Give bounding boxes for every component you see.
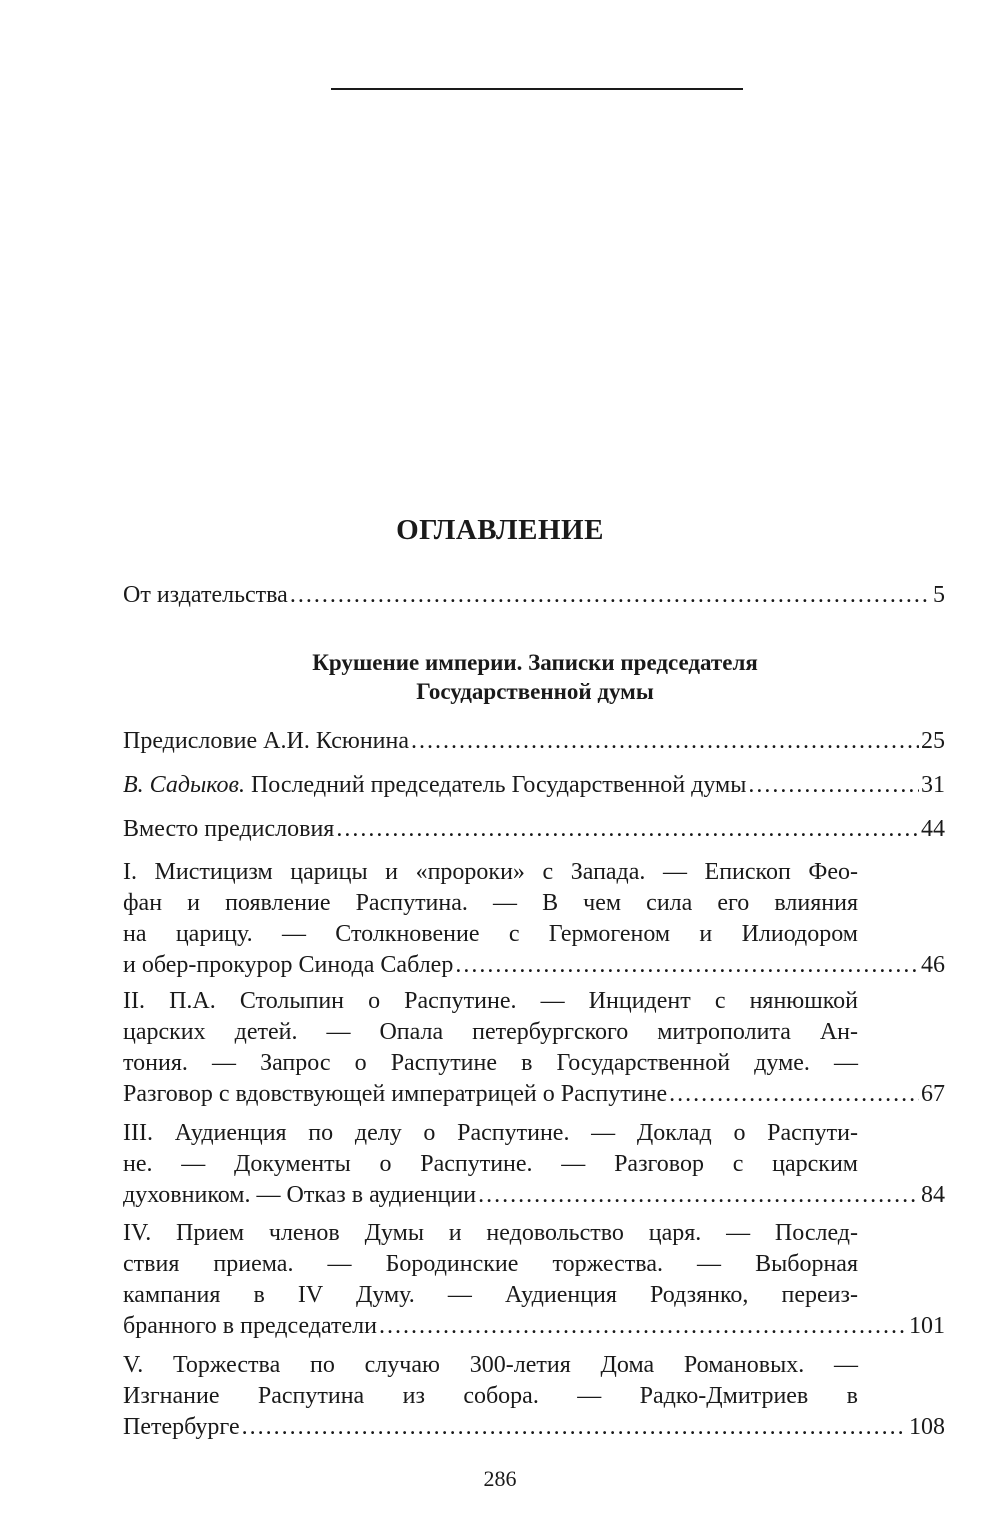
toc-entry-chapter-1 xyxy=(123,857,945,981)
toc-entry-line: V. Торжества по случаю 300-летия Дома Романовых. — xyxy=(123,1352,858,1378)
toc-entry-line: IV. Прием членов Думы и недовольство царя. — Послед- xyxy=(123,1220,858,1246)
toc-entry-page: 84 xyxy=(921,1182,945,1208)
toc-entry-page: 46 xyxy=(921,952,945,978)
toc-entry-line: фан и появление Распутина. — В чем сила его влияния xyxy=(123,890,858,916)
toc-entry-line: тония. — Запрос о Распутине в Государственной думе. — xyxy=(123,1050,858,1076)
section-heading-line: Государственной думы xyxy=(416,679,654,704)
toc-entry-line: ствия приема. — Бородинские торжества. — Выборная xyxy=(123,1251,858,1277)
toc-entry-page: 67 xyxy=(921,1081,945,1107)
toc-entry-page: 101 xyxy=(909,1313,945,1339)
toc-entry-title: Разговор с вдовствующей императрицей о Распутине xyxy=(123,1081,668,1107)
toc-entry-page: 44 xyxy=(921,816,945,842)
toc-entry-last-line xyxy=(123,1079,945,1110)
toc-entry-chapter-3 xyxy=(123,1118,945,1211)
toc-entry-title: Предисловие А.И. Ксюнина xyxy=(123,728,410,754)
toc-entry-last-line xyxy=(123,726,945,757)
toc-entry-title xyxy=(123,770,746,801)
toc-entry-line: царских детей. — Опала петербургского митрополита Ан- xyxy=(123,1019,858,1045)
dot-leader xyxy=(290,580,931,611)
toc-entry-title: Петербурге xyxy=(123,1414,240,1440)
toc-entry-title: От издательства xyxy=(123,582,288,608)
toc-entry-line: I. Мистицизм царицы и «пророки» с Запада. — Епископ Фео- xyxy=(123,859,858,885)
section-heading xyxy=(120,648,950,706)
page-number: 286 xyxy=(483,1466,517,1491)
toc-entry-chapter-4 xyxy=(123,1218,945,1342)
toc-entry-last-line xyxy=(123,1180,945,1211)
section-heading-line: Крушение империи. Записки председателя xyxy=(312,650,758,675)
toc-entry-sadykov xyxy=(123,770,945,801)
toc-entry-line: не. — Документы о Распутине. — Разговор с царским xyxy=(123,1151,858,1177)
dot-leader xyxy=(669,1079,919,1110)
top-rule xyxy=(331,88,743,90)
toc-entry-line: III. Аудиенция по делу о Распутине. — Доклад о Распути- xyxy=(123,1120,858,1146)
toc-entry-line: II. П.А. Столыпин о Распутине. — Инцидент с нянюшкой xyxy=(123,988,858,1014)
toc-entry-page: 5 xyxy=(933,582,945,608)
toc-entry-line: Изгнание Распутина из собора. — Радко-Дмитриев в xyxy=(123,1383,858,1409)
toc-entry-foreword-ksyunin xyxy=(123,726,945,757)
toc-entry-title: бранного в председатели xyxy=(123,1313,378,1339)
toc-entry-last-line xyxy=(123,580,945,611)
toc-entry-title: и обер-прокурор Синода Саблер xyxy=(123,952,454,978)
toc-entry-title: Вместо предисловия xyxy=(123,816,335,842)
toc-entry-title-text: Последний председатель Государственной думы xyxy=(244,772,747,798)
toc-entry-title: духовником. — Отказ в аудиенции xyxy=(123,1182,477,1208)
toc-entry-last-line xyxy=(123,950,945,981)
dot-leader xyxy=(379,1311,907,1342)
toc-entry-author: В. Садыков. xyxy=(123,772,245,798)
toc-entry-page: 25 xyxy=(921,728,945,754)
toc-entry-instead-of-foreword xyxy=(123,814,945,845)
toc-entry-last-line xyxy=(123,814,945,845)
toc-entry-chapter-5 xyxy=(123,1350,945,1443)
toc-entry-chapter-2 xyxy=(123,986,945,1110)
dot-leader xyxy=(336,814,919,845)
toc-entry-last-line xyxy=(123,1311,945,1342)
toc-entry-line: на царицу. — Столкновение с Гермогеном и Илиодором xyxy=(123,921,858,947)
toc-entry-last-line xyxy=(123,1412,945,1443)
toc-entry-line: кампания в IV Думу. — Аудиенция Родзянко, переиз- xyxy=(123,1282,858,1308)
dot-leader xyxy=(242,1412,907,1443)
toc-entry-last-line xyxy=(123,770,945,801)
dot-leader xyxy=(478,1180,919,1211)
toc-entry-page: 31 xyxy=(921,772,945,798)
dot-leader xyxy=(455,950,919,981)
dot-leader xyxy=(411,726,919,757)
toc-entry-publisher-note xyxy=(123,580,945,611)
toc-heading: ОГЛАВЛЕНИЕ xyxy=(396,514,604,546)
dot-leader xyxy=(748,770,919,801)
toc-entry-page: 108 xyxy=(909,1414,945,1440)
